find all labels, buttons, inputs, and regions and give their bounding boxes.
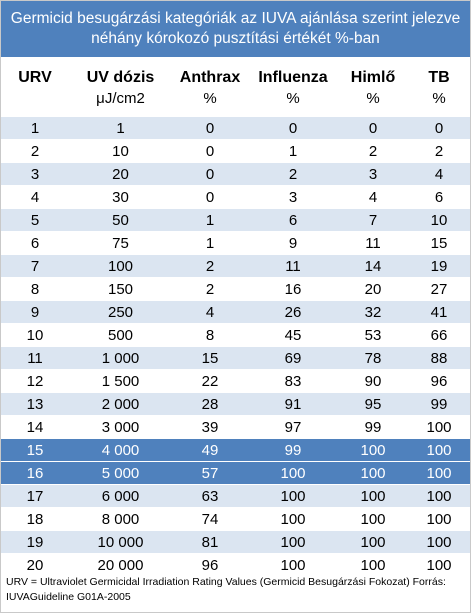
table-cell: 8 000 — [69, 508, 172, 531]
table-cell: 99 — [248, 439, 338, 462]
table-cell: 99 — [408, 393, 470, 416]
table-cell: 1 — [248, 140, 338, 163]
table-cell: 100 — [338, 531, 408, 554]
table-cell: 100 — [408, 531, 470, 554]
table-cell: 81 — [172, 531, 248, 554]
table-cell: 100 — [248, 531, 338, 554]
table-cell: 3 — [338, 163, 408, 186]
table-title — [1, 1, 470, 57]
table-row — [1, 508, 470, 531]
table-row — [1, 370, 470, 393]
table-cell: 15 — [172, 347, 248, 370]
table-cell: 19 — [408, 255, 470, 278]
table-cell: 16 — [1, 462, 69, 485]
table-cell: 100 — [338, 485, 408, 508]
table-cell: 17 — [1, 485, 69, 508]
table-cell: 18 — [1, 508, 69, 531]
table-cell: 100 — [248, 485, 338, 508]
table-cell: 14 — [338, 255, 408, 278]
table-row — [1, 163, 470, 186]
table-cell: 49 — [172, 439, 248, 462]
table-row — [1, 255, 470, 278]
table-row — [1, 393, 470, 416]
table-cell: 100 — [248, 462, 338, 485]
table-cell: 32 — [338, 301, 408, 324]
table-cell: 100 — [408, 462, 470, 485]
table-cell: 10 — [408, 209, 470, 232]
table-row — [1, 301, 470, 324]
title-line-2: néhány kórokozó pusztítási értékét %-ban — [91, 30, 380, 47]
table-cell: 5 000 — [69, 462, 172, 485]
unit-row — [1, 88, 470, 117]
table-cell: 4 000 — [69, 439, 172, 462]
table-cell: 1 — [172, 232, 248, 255]
table-cell: 20 — [69, 163, 172, 186]
table-cell: 15 — [1, 439, 69, 462]
table-cell: 8 — [172, 324, 248, 347]
table-cell: 20 000 — [69, 554, 172, 577]
table-cell: 78 — [338, 347, 408, 370]
table-cell: 9 — [1, 301, 69, 324]
table-cell: 28 — [172, 393, 248, 416]
table-cell: 30 — [69, 186, 172, 209]
table-row — [1, 416, 470, 439]
unit-influenza: % — [286, 90, 300, 107]
table-cell: 3 — [248, 186, 338, 209]
column-header-uv-dose: UV dózis — [86, 69, 155, 86]
footnote: URV = Ultraviolet Germicidal Irradiation Rating Values (Germicid Besugárzási Fokozat) Forrás: IUVAGuideline G01A-2005 — [6, 576, 446, 603]
table-cell: 6 — [408, 186, 470, 209]
table-row — [1, 232, 470, 255]
table-cell: 7 — [338, 209, 408, 232]
table-row — [1, 531, 470, 554]
table-cell: 2 — [338, 140, 408, 163]
table-cell: 12 — [1, 370, 69, 393]
table-cell: 14 — [1, 416, 69, 439]
column-header-anthrax: Anthrax — [179, 69, 241, 86]
table-cell: 74 — [172, 508, 248, 531]
table-cell: 100 — [338, 439, 408, 462]
table-row — [1, 439, 470, 462]
table-cell: 10 000 — [69, 531, 172, 554]
table-cell: 2 — [408, 140, 470, 163]
table-cell: 100 — [248, 554, 338, 577]
table-cell: 0 — [408, 117, 470, 140]
table-cell: 53 — [338, 324, 408, 347]
table-cell: 9 — [248, 232, 338, 255]
table-cell: 4 — [1, 186, 69, 209]
table-cell: 7 — [1, 255, 69, 278]
table-cell: 100 — [408, 485, 470, 508]
table-cell: 88 — [408, 347, 470, 370]
table-cell: 100 — [338, 462, 408, 485]
table-row — [1, 485, 470, 508]
column-header-influenza: Influenza — [258, 69, 328, 86]
table-cell: 99 — [338, 416, 408, 439]
table-cell: 57 — [172, 462, 248, 485]
table-row — [1, 209, 470, 232]
column-header-himlo: Himlő — [350, 69, 396, 86]
table-cell: 19 — [1, 531, 69, 554]
table-cell: 0 — [248, 117, 338, 140]
table-cell: 2 000 — [69, 393, 172, 416]
table-cell: 100 — [248, 508, 338, 531]
unit-urv — [1, 88, 69, 117]
table-cell: 500 — [69, 324, 172, 347]
table-cell: 83 — [248, 370, 338, 393]
unit-anthrax: % — [203, 90, 217, 107]
table-row — [1, 324, 470, 347]
table-cell: 6 — [248, 209, 338, 232]
table-cell: 97 — [248, 416, 338, 439]
table-cell: 11 — [338, 232, 408, 255]
table-cell: 10 — [1, 324, 69, 347]
table-row — [1, 278, 470, 301]
unit-uv-dose: μJ/cm2 — [96, 90, 145, 107]
table-cell: 22 — [172, 370, 248, 393]
table-row — [1, 554, 470, 577]
table-cell: 45 — [248, 324, 338, 347]
table-cell: 0 — [172, 117, 248, 140]
table-cell: 1 000 — [69, 347, 172, 370]
table-row — [1, 186, 470, 209]
table-cell: 69 — [248, 347, 338, 370]
table-cell: 20 — [1, 554, 69, 577]
table-cell: 1 — [69, 117, 172, 140]
table-cell: 11 — [248, 255, 338, 278]
header-row — [1, 57, 470, 88]
table-cell: 6 000 — [69, 485, 172, 508]
table-cell: 0 — [172, 163, 248, 186]
table-row — [1, 462, 470, 485]
table-cell: 4 — [408, 163, 470, 186]
table-cell: 4 — [172, 301, 248, 324]
table-cell: 6 — [1, 232, 69, 255]
title-line-1: Germicid besugárzási kategóriák az IUVA ajánlása szerint jelezve — [10, 10, 461, 27]
table-cell: 100 — [338, 554, 408, 577]
table-cell: 2 — [172, 278, 248, 301]
table-cell: 16 — [248, 278, 338, 301]
table-cell: 91 — [248, 393, 338, 416]
table-cell: 100 — [408, 508, 470, 531]
table-cell: 3 — [1, 163, 69, 186]
table-cell: 15 — [408, 232, 470, 255]
table-body — [1, 117, 470, 577]
table-cell: 96 — [408, 370, 470, 393]
data-table — [1, 57, 470, 576]
table-cell: 5 — [1, 209, 69, 232]
table-cell: 20 — [338, 278, 408, 301]
table-cell: 90 — [338, 370, 408, 393]
table-cell: 50 — [69, 209, 172, 232]
table-cell: 96 — [172, 554, 248, 577]
table-cell: 150 — [69, 278, 172, 301]
table-row — [1, 117, 470, 140]
table-cell: 95 — [338, 393, 408, 416]
table-cell: 27 — [408, 278, 470, 301]
table-cell: 100 — [69, 255, 172, 278]
table-row — [1, 347, 470, 370]
column-header-urv: URV — [18, 69, 52, 86]
table-cell: 1 — [1, 117, 69, 140]
table-cell: 100 — [338, 508, 408, 531]
table-cell: 41 — [408, 301, 470, 324]
unit-himlo: % — [366, 90, 380, 107]
table-cell: 100 — [408, 416, 470, 439]
table-cell: 100 — [408, 439, 470, 462]
table-cell: 63 — [172, 485, 248, 508]
table-cell: 0 — [172, 186, 248, 209]
table-cell: 1 — [172, 209, 248, 232]
table-cell: 4 — [338, 186, 408, 209]
table-cell: 100 — [408, 554, 470, 577]
table-cell: 0 — [338, 117, 408, 140]
table-cell: 66 — [408, 324, 470, 347]
table-cell: 39 — [172, 416, 248, 439]
table-cell: 2 — [248, 163, 338, 186]
table-row — [1, 140, 470, 163]
unit-tb: % — [432, 90, 446, 107]
table-cell: 10 — [69, 140, 172, 163]
table-cell: 1 500 — [69, 370, 172, 393]
table-cell: 2 — [172, 255, 248, 278]
table-cell: 11 — [1, 347, 69, 370]
table-cell: 13 — [1, 393, 69, 416]
table-cell: 2 — [1, 140, 69, 163]
table-cell: 0 — [172, 140, 248, 163]
table-cell: 3 000 — [69, 416, 172, 439]
column-header-tb: TB — [428, 69, 450, 86]
table-cell: 250 — [69, 301, 172, 324]
table-cell: 26 — [248, 301, 338, 324]
table-cell: 8 — [1, 278, 69, 301]
table-cell: 75 — [69, 232, 172, 255]
